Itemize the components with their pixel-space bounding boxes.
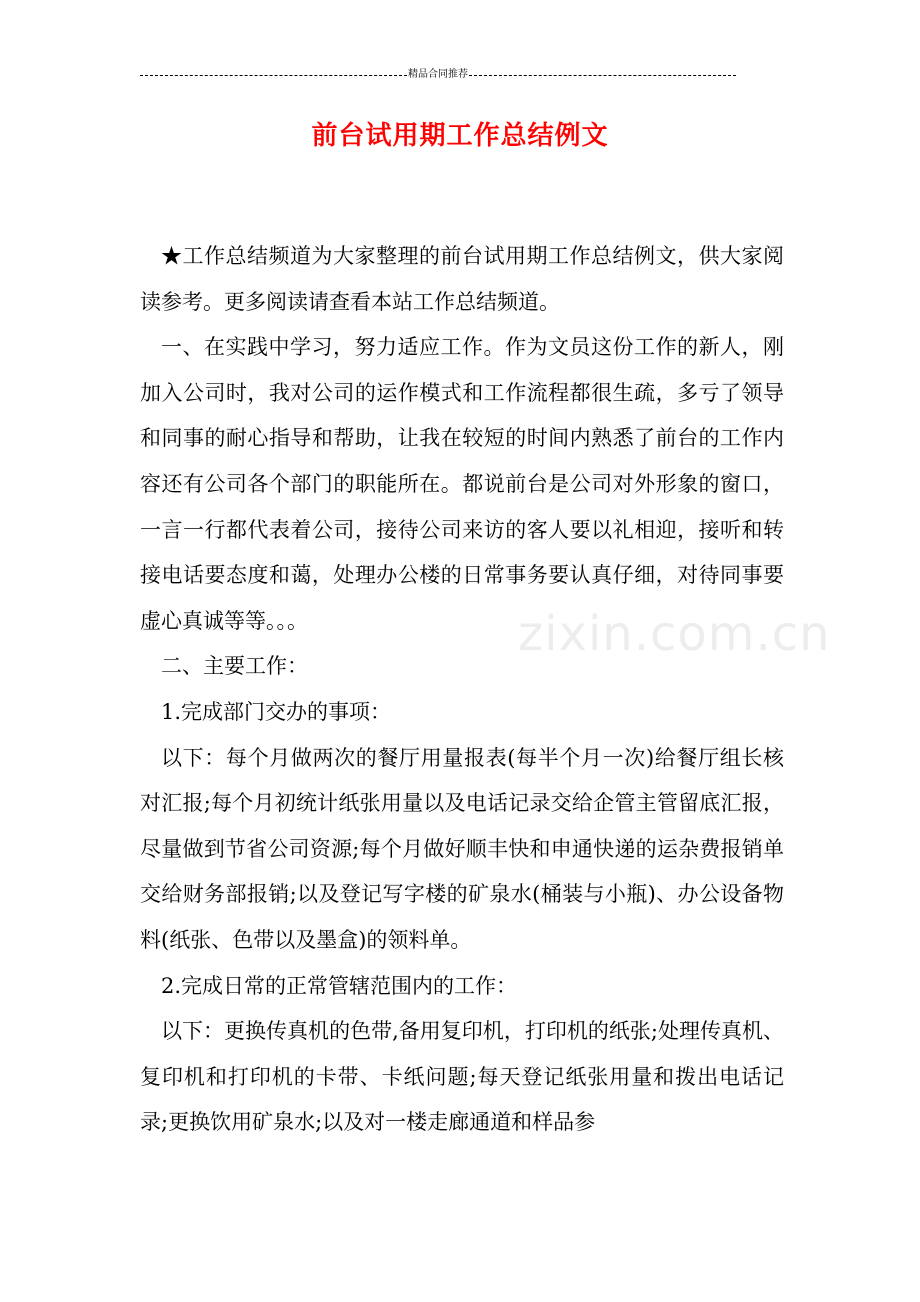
paragraph-item-1-body: 以下：每个月做两次的餐厅用量报表(每半个月一次)给餐厅组长核对汇报;每个月初统计纸张用量以及电话记录交给企管主管留底汇报，尽量做到节省公司资源;每个月做好顺丰快和申通快递的运杂费报销单交给财务部报销;以及登记写字楼的矿泉水(桶装与小瓶)、办公设备物料(纸张、色带以及墨盒)的领料单。 [140,745,784,952]
paragraph-item-2-heading: 2.完成日常的正常管辖范围内的工作： [161,973,518,998]
paragraph-item-2-body: 以下：更换传真机的色带,备用复印机，打印机的纸张;处理传真机、复印机和打印机的卡带、卡纸问题;每天登记纸张用量和拨出电话记录;更换饮用矿泉水;以及对一楼走廊通道和样品参 [140,1019,784,1135]
watermark: zixin.com.cn [518,606,831,662]
document-title: 前台试用期工作总结例文 [311,121,609,151]
page-header [140,68,736,82]
header-divider-left [140,75,407,76]
paragraph-intro: ★工作总结频道为大家整理的前台试用期工作总结例文，供大家阅读参考。更多阅读请查看本站工作总结频道。 [140,244,784,314]
paragraph-item-1-heading: 1.完成部门交办的事项： [161,699,392,724]
document-body [140,234,784,1146]
paragraph-section-2-heading: 二、主要工作： [161,654,308,679]
header-divider-right [469,75,736,76]
paragraph-section-1: 一、在实践中学习，努力适应工作。作为文员这份工作的新人，刚加入公司时，我对公司的运作模式和工作流程都很生疏，多亏了领导和同事的耐心指导和帮助，让我在较短的时间内熟悉了前台的工作内容还有公司各个部门的职能所在。都说前台是公司对外形象的窗口，一言一行都代表着公司，接待公司来访的客人要以礼相迎，接听和转接电话要态度和蔼，处理办公楼的日常事务要认真仔细，对待同事要虚心真诚等等。。。 [140,335,784,633]
header-label: 精品合同推荐 [408,69,468,80]
